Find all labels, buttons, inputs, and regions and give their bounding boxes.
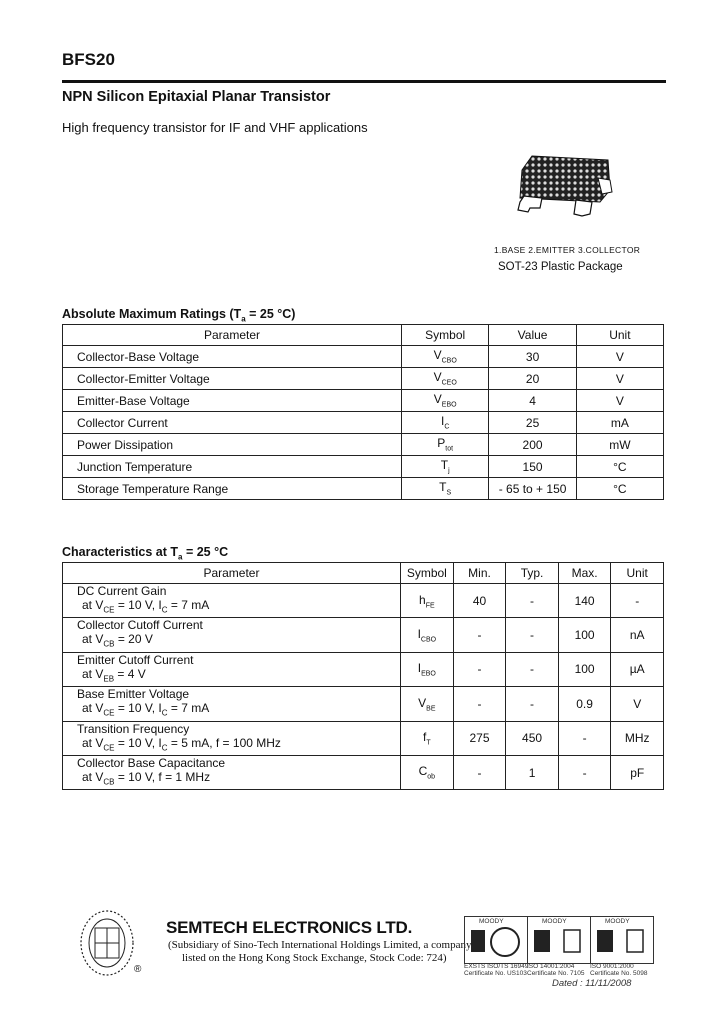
col-header: Parameter [63,563,401,584]
company-name: SEMTECH ELECTRONICS LTD. [166,918,413,937]
unit-cell: V [576,390,663,412]
max-cell: - [558,755,611,789]
abs-max-table [62,324,664,500]
characteristics-table [62,562,664,790]
table-header-row [63,563,664,584]
part-number: BFS20 [62,50,115,69]
symbol-cell: $P_{tot}$ [401,434,488,456]
symbol-cell: $C_{ob}$ [400,755,453,789]
unit-cell: V [576,368,663,390]
table-row [63,456,664,478]
cert-caption: EXSTS ISO/TS 16949 [464,963,529,970]
col-header: Symbol [400,563,453,584]
col-header: Unit [611,563,664,584]
table-row [63,584,664,618]
typ-cell: - [506,618,559,652]
min-cell: - [453,618,506,652]
cert-mark-icon [532,926,586,960]
max-cell: 100 [558,652,611,686]
symbol-cell: $I_C$ [401,412,488,434]
symbol-cell: $V_{EBO}$ [401,390,488,412]
cert-caption: ISO 14001:2004 [527,963,575,970]
col-header: Max. [558,563,611,584]
table-row [63,618,664,652]
max-cell: 140 [558,584,611,618]
dated-label: Dated : 11/11/2008 [552,978,632,989]
min-cell: - [453,687,506,721]
sot23-package-image [512,150,616,230]
table-row [63,687,664,721]
min-cell: 275 [453,721,506,755]
cert-badge-ts16949: MOODY [464,916,528,964]
table-row [63,390,664,412]
table-row [63,478,664,500]
product-subtitle: NPN Silicon Epitaxial Planar Transistor [62,89,331,105]
param-cell: Junction Temperature [63,456,402,478]
col-header: Parameter [63,325,402,346]
cert-caption: Certificate No. 7105 [527,970,585,977]
value-cell: 25 [489,412,576,434]
min-cell: 40 [453,584,506,618]
package-name: SOT-23 Plastic Package [498,261,623,273]
typ-cell: 1 [506,755,559,789]
unit-cell: V [576,346,663,368]
max-cell: - [558,721,611,755]
typ-cell: - [506,584,559,618]
unit-cell: MHz [611,721,664,755]
typ-cell: - [506,687,559,721]
param-cell: Emitter Cutoff Current at $V_{EB} = 4$ V [63,652,401,686]
cert-badge-iso14001: MOODY [527,916,591,964]
value-cell: 30 [489,346,576,368]
registered-mark: ® [134,964,142,975]
max-cell: 0.9 [558,687,611,721]
table-row [63,346,664,368]
param-cell: DC Current Gain at $V_{CE} = 10$ V, $I_C = 7$ mA [63,584,401,618]
param-cell: Emitter-Base Voltage [63,390,402,412]
abs-max-title: Absolute Maximum Ratings ($T_a = 25$ °C) [62,307,296,324]
col-header: Typ. [506,563,559,584]
value-cell: 4 [489,390,576,412]
symbol-cell: $T_S$ [401,478,488,500]
param-cell: Power Dissipation [63,434,402,456]
unit-cell: pF [611,755,664,789]
symbol-cell: $V_{CBO}$ [401,346,488,368]
unit-cell: - [611,584,664,618]
product-description: High frequency transistor for IF and VHF applications [62,120,368,135]
unit-cell: nA [611,618,664,652]
max-cell: 100 [558,618,611,652]
cert-caption: Certificate No. 5098 [590,970,648,977]
unit-cell: V [611,687,664,721]
col-header: Symbol [401,325,488,346]
unit-cell: mA [576,412,663,434]
param-cell: Collector Base Capacitance at $V_{CB} = 10$ V, f = 1 MHz [63,755,401,789]
table-row [63,412,664,434]
col-header: Unit [576,325,663,346]
param-cell: Collector-Base Voltage [63,346,402,368]
min-cell: - [453,652,506,686]
param-cell: Collector-Emitter Voltage [63,368,402,390]
table-row [63,434,664,456]
cert-badge-iso9001: MOODY [590,916,654,964]
value-cell: - 65 to + 150 [489,478,576,500]
value-cell: 150 [489,456,576,478]
table-row [63,652,664,686]
semtech-logo [78,908,136,978]
table-row [63,755,664,789]
listing-note: listed on the Hong Kong Stock Exchange, Stock Code: 724) [182,952,447,964]
symbol-cell: $V_{CEO}$ [401,368,488,390]
table-row [63,721,664,755]
param-cell: Base Emitter Voltage at $V_{CE} = 10$ V, $I_C = 7$ mA [63,687,401,721]
symbol-cell: $I_{EBO}$ [400,652,453,686]
param-cell: Storage Temperature Range [63,478,402,500]
value-cell: 200 [489,434,576,456]
symbol-cell: $h_{FE}$ [400,584,453,618]
min-cell: - [453,755,506,789]
table-row [63,368,664,390]
symbol-cell: $T_j$ [401,456,488,478]
cert-caption: Certificate No. US103 [464,970,527,977]
symbol-cell: $V_{BE}$ [400,687,453,721]
cert-caption: ISO 9001:2000 [590,963,634,970]
unit-cell: °C [576,456,663,478]
characteristics-title: Characteristics at $T_a = 25$ °C [62,545,229,562]
unit-cell: mW [576,434,663,456]
param-cell: Collector Cutoff Current at $V_{CB} = 20$ V [63,618,401,652]
typ-cell: - [506,652,559,686]
cert-mark-icon [595,926,649,960]
cert-mark-icon [469,926,523,960]
param-cell: Collector Current [63,412,402,434]
symbol-cell: $f_T$ [400,721,453,755]
subsidiary-note: (Subsidiary of Sino-Tech International Holdings Limited, a company [168,939,472,951]
symbol-cell: $I_{CBO}$ [400,618,453,652]
col-header: Value [489,325,576,346]
header-rule [62,80,666,83]
unit-cell: µA [611,652,664,686]
col-header: Min. [453,563,506,584]
typ-cell: 450 [506,721,559,755]
table-header-row [63,325,664,346]
value-cell: 20 [489,368,576,390]
param-cell: Transition Frequency at $V_{CE} = 10$ V, $I_C = 5$ mA, f = 100 MHz [63,721,401,755]
unit-cell: °C [576,478,663,500]
pinout-label: 1.BASE 2.EMITTER 3.COLLECTOR [494,245,641,255]
